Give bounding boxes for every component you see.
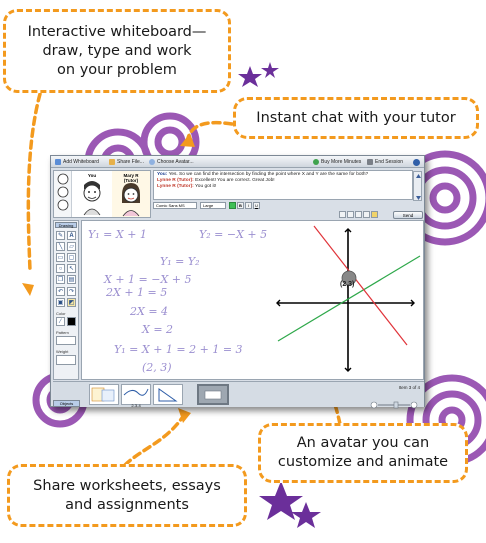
image-tool[interactable] — [56, 298, 65, 307]
share-file-icon — [109, 159, 115, 165]
format-button-1[interactable] — [339, 211, 346, 218]
ellipse-tool[interactable] — [56, 264, 65, 273]
zoom-slider[interactable] — [370, 396, 418, 404]
callout-avatar-line-1: An avatar you can — [296, 435, 430, 451]
bold-icon: B — [239, 203, 242, 208]
choose-avatar-button[interactable]: Choose Avatar... — [149, 159, 194, 165]
line-y1 — [278, 256, 420, 341]
top-toolbar — [51, 156, 424, 168]
weight-select[interactable] — [56, 355, 76, 365]
chat-log[interactable] — [153, 170, 413, 200]
work-line: 2X + 1 = 5 — [106, 286, 168, 299]
triangle-thumbnail-icon — [154, 385, 182, 404]
work-line: X = 2 — [142, 323, 174, 336]
rectangle-tool[interactable] — [56, 253, 65, 262]
redo-icon: ↷ — [68, 289, 75, 295]
chat-message: Lynne R (Tutor): You got it! — [157, 184, 217, 189]
tutoring-app-window — [50, 155, 425, 407]
avatar-panel — [53, 170, 151, 218]
line-y2 — [314, 226, 407, 345]
end-session-icon — [367, 159, 373, 165]
buy-minutes-icon — [313, 159, 319, 165]
eraser-tool[interactable] — [67, 242, 76, 251]
zoom-slider-icon — [370, 401, 418, 409]
copy-tool[interactable] — [56, 275, 65, 284]
help-icon — [413, 159, 420, 166]
rectangle-icon: ▭ — [57, 255, 64, 261]
avatar-you-label: You — [87, 173, 97, 178]
work-line: Y₁ = Y₂ — [160, 255, 200, 268]
avatar-tutor[interactable] — [112, 171, 150, 217]
current-page-thumbnail-icon — [199, 386, 227, 403]
whiteboard-drawing — [82, 221, 424, 380]
graph-thumbnail-icon — [122, 385, 150, 398]
pencil-tool[interactable] — [56, 231, 65, 240]
fill-color-swatch[interactable] — [67, 317, 76, 326]
text-icon: A — [69, 233, 74, 239]
equation-y2: Y₂ = −X + 5 — [199, 228, 268, 241]
color-label: Color — [56, 311, 66, 316]
callout-whiteboard-line-2: draw, type and work — [42, 42, 192, 59]
pointer-icon: ↖ — [68, 266, 75, 272]
share-file-button[interactable]: Share File... — [109, 159, 144, 165]
rounded-rect-icon: ▢ — [68, 255, 75, 261]
tab-drawing[interactable]: Drawing — [55, 222, 77, 228]
callout-share-line-2: and assignments — [65, 496, 189, 513]
add-whiteboard-icon — [55, 159, 61, 165]
chat-message: You: Yes. So we can find the intersection by finding the point where X and Y are the same for both? — [157, 172, 369, 177]
drawing-tools-panel — [53, 220, 79, 380]
callout-chat — [233, 97, 479, 139]
chat-scrollbar[interactable] — [413, 171, 422, 201]
text-tool[interactable] — [67, 231, 76, 240]
objects-button[interactable]: Objects — [53, 400, 80, 407]
pattern-select[interactable] — [56, 336, 76, 345]
ellipse-icon: ○ — [58, 266, 63, 272]
eraser-icon: ▱ — [69, 244, 74, 250]
end-session-button[interactable]: End Session — [367, 159, 403, 165]
callout-share — [7, 464, 247, 527]
pencil-icon: ✎ — [57, 233, 64, 239]
eyedropper-icon: ⁄ — [59, 319, 61, 325]
send-button[interactable]: Send — [393, 211, 423, 219]
underline-button[interactable] — [253, 202, 260, 209]
stroke-color-picker[interactable] — [56, 317, 65, 326]
item-count: Item 3 of 4 — [398, 385, 420, 390]
callout-share-line-1: Share worksheets, essays — [33, 477, 221, 494]
size-select[interactable]: Large — [200, 202, 226, 209]
chat-message: Lynne R (Tutor): Excellent! You are correct. Great Job! — [157, 178, 275, 183]
callout-avatar — [258, 423, 468, 483]
color-button[interactable] — [229, 202, 236, 209]
format-button-4[interactable] — [363, 211, 370, 218]
highlight-icon: ◩ — [68, 300, 75, 306]
chat-format-bar — [153, 202, 413, 210]
equation-y1: Y₁ = X + 1 — [88, 228, 147, 241]
image-icon: ▣ — [57, 300, 64, 306]
highlight-tool[interactable] — [67, 298, 76, 307]
paste-icon: ▤ — [68, 277, 75, 283]
callout-whiteboard — [3, 9, 231, 93]
format-button-2[interactable] — [347, 211, 354, 218]
thumbnail-label: 2-3-4 — [131, 403, 141, 408]
weight-label: Weight — [56, 349, 69, 354]
add-whiteboard-button[interactable]: Add Whiteboard — [55, 159, 99, 165]
small-avatars-icon — [54, 171, 72, 217]
pattern-label: Pattern — [56, 330, 69, 335]
paste-tool[interactable] — [67, 275, 76, 284]
work-line: 2X = 4 — [130, 305, 169, 318]
font-select[interactable]: Comic Sans MS — [153, 202, 197, 209]
bold-button[interactable] — [237, 202, 244, 209]
callout-chat-text: Instant chat with your tutor — [256, 109, 456, 126]
underline-icon: U — [255, 203, 258, 208]
work-line: X + 1 = −X + 5 — [104, 273, 192, 286]
whiteboard-canvas[interactable] — [81, 220, 424, 380]
thumbnail-current[interactable] — [197, 384, 229, 405]
avatar-strip — [54, 171, 72, 217]
scroll-arrows-icon — [414, 172, 423, 202]
objects-bar — [53, 381, 424, 407]
select-tool[interactable] — [67, 264, 76, 273]
emoticon-button[interactable] — [371, 211, 378, 218]
italic-icon: I — [247, 203, 250, 208]
undo-tool[interactable] — [56, 287, 65, 296]
buy-minutes-button[interactable]: Buy More Minutes — [313, 159, 361, 165]
thumbnail-graph[interactable] — [121, 384, 151, 408]
help-button[interactable] — [413, 159, 420, 166]
thumbnail-worksheet[interactable] — [89, 384, 119, 405]
line-tool[interactable] — [56, 242, 65, 251]
send-row — [339, 211, 423, 219]
undo-icon: ↶ — [57, 289, 64, 295]
italic-button[interactable] — [245, 202, 252, 209]
rounded-rect-tool[interactable] — [67, 253, 76, 262]
callout-whiteboard-line-1: Interactive whiteboard— — [27, 23, 207, 40]
callout-whiteboard-line-3: on your problem — [57, 61, 177, 78]
redo-tool[interactable] — [67, 287, 76, 296]
avatar-tutor-label: Mary R (Tutor) — [123, 173, 139, 183]
callout-avatar-line-2: customize and animate — [277, 454, 449, 470]
choose-avatar-icon — [149, 159, 155, 165]
copy-icon: ❐ — [57, 277, 64, 283]
format-button-3[interactable] — [355, 211, 362, 218]
line-icon: ╲ — [58, 244, 63, 250]
work-line: (2, 3) — [142, 361, 172, 374]
work-line: Y₁ = X + 1 = 2 + 1 = 3 — [114, 343, 243, 356]
worksheet-thumbnail-icon — [90, 385, 118, 404]
intersection-label: (2,3) — [340, 281, 355, 288]
avatar-you[interactable] — [72, 171, 112, 217]
thumbnail-triangle[interactable] — [153, 384, 183, 405]
